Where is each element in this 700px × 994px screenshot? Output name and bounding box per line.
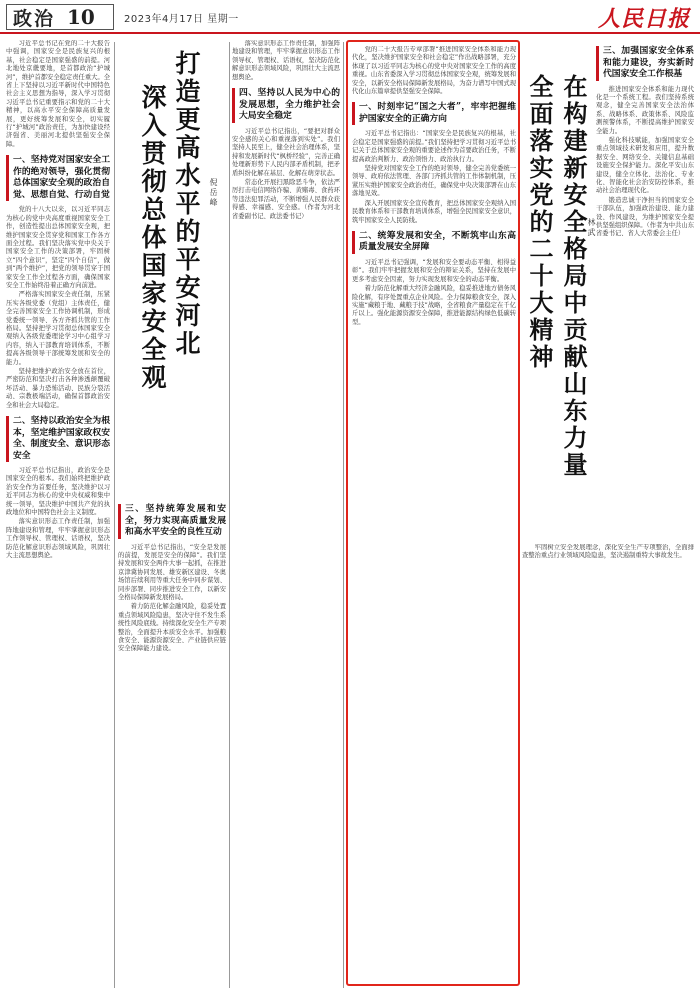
left-section-heading-4: 四、坚持以人民为中心的发展思想，全力维护社会大局安全稳定 <box>232 88 340 123</box>
left-paragraph: 习近平总书记指出，“安全是发展的前提，发展是安全的保障”。我们坚持发展和安全两件大事一起抓，在推进京津冀协同发展、雄安新区建设、冬奥场馆后续利用等重大任务中同步谋划、同步部署、同步推进安全工作，以新安全格局保障新发展格局。 <box>118 543 226 601</box>
left-paragraph: 党的十八大以来，以习近平同志为核心的党中央高度重视国家安全工作，创造性提出总体国家安全观，把维护国家安全贯穿党和国家工作各方面全过程。我们坚决落实党中央关于国家安全工作的决策部署，牢固树立“四个意识”，坚定“四个自信”，做到“两个维护”，把党的领导贯穿于国家安全工作全过程各方面，确保国家安全工作始终沿着正确方向前进。 <box>6 206 110 289</box>
right-section-heading-3: 三、加强国家安全体系和能力建设，夯实新时代国家安全工作根基 <box>596 46 694 81</box>
column-divider <box>343 42 344 988</box>
section-name: 政治 <box>13 7 56 30</box>
left-paragraph: 严格落实国家安全责任制，压紧压实各级党委（党组）主体责任，健全完善国家安全工作协调机制，形成党委统一领导、各方齐抓共管的工作格局。坚持把学习贯彻总体国家安全观纳入各级党委理论学习中心组学习内容，纳入干部教育培训体系，不断提高各级领导干部统筹发展和安全的能力。 <box>6 291 110 366</box>
right-paragraph: 习近平总书记强调，“发展和安全要动态平衡、相得益彰”。我们牢牢把握发展和安全的辩证关系，坚持在发展中更多考虑安全因素，努力实现发展和安全的动态平衡。 <box>352 258 516 283</box>
masthead <box>0 0 700 34</box>
left-paragraph: 坚持把维护政治安全放在首位，严密防范和坚决打击各种渗透颠覆破坏活动、暴力恐怖活动、民族分裂活动、宗教极端活动，确保首都政治安全和社会大局稳定。 <box>6 368 110 409</box>
right-section-heading-2: 二、统筹发展和安全，不断筑牢山东高质量发展安全屏障 <box>352 231 516 254</box>
left-section-heading-2: 二、坚持以政治安全为根本，坚定维护国家政权安全、制度安全、意识形态安全 <box>6 416 110 462</box>
right-article-title-main: 在构建新安全格局中贡献山东力量 <box>559 74 588 479</box>
left-article-title-main: 打造更高水平的平安河北 <box>172 50 201 358</box>
left-article-col-1 <box>6 40 110 990</box>
left-paragraph: 落实意识形态工作责任制，加强阵地建设和管理，牢牢掌握意识形态工作领导权、管理权、话语权，坚决防范化解意识形态领域风险，巩固壮大主流思想舆论。 <box>232 40 340 81</box>
left-paragraph: 着力防范化解金融风险，稳妥处置重点领域风险隐患，坚决守住不发生系统性风险底线。持续深化安全生产专项整治，全面提升本质安全水平。加强粮食安全、能源资源安全、产业链供应链安全保障能力建设。 <box>118 603 226 653</box>
left-section-heading-1: 一、坚持党对国家安全工作的绝对领导，强化贯彻总体国家安全观的政治自觉、思想自觉、行动自觉 <box>6 155 110 201</box>
right-section-heading-1: 一、时刻牢记“国之大者”，牢牢把握维护国家安全的正确方向 <box>352 102 516 125</box>
column-divider <box>114 42 115 988</box>
left-article-author: 倪岳峰 <box>209 178 218 208</box>
left-article-col-3 <box>232 40 340 990</box>
highlight-frame <box>346 40 520 986</box>
left-paragraph: 习近平总书记指出，“要把对群众安全感的关心和重视落到实处”。我们坚持人民至上，健全社会治理体系，坚持和发展新时代“枫桥经验”，完善正确处理新形势下人民内部矛盾机制，把矛盾纠纷化解在基层、化解在萌芽状态。 <box>232 127 340 177</box>
newspaper-logo: 人民日报 <box>597 6 690 32</box>
page-number: 10 <box>67 5 95 29</box>
right-paragraph: 深入开展国家安全宣传教育，把总体国家安全观纳入国民教育体系和干部教育培训体系，增强全民国家安全意识，筑牢国家安全人民防线。 <box>352 199 516 224</box>
right-paragraph: 锻造忠诚干净担当的国家安全干部队伍，加强政治建设、能力建设、作风建设，为维护国家安全提供坚强组织保障。（作者为中共山东省委书记、省人大常委会主任） <box>596 196 694 238</box>
right-paragraph: 推进国家安全体系和能力现代化是一个系统工程。我们坚持系统观念，健全完善国家安全法治体系、战略体系、政策体系、风险监测预警体系，不断提高维护国家安全能力。 <box>596 85 694 135</box>
right-article-title-sub: 全面落实党的二十大精神 <box>525 74 554 371</box>
right-article-author: 林武 <box>587 218 596 238</box>
left-article-col-2 <box>118 498 226 990</box>
right-paragraph: 强化科技赋能，加强国家安全重点领域技术研发和应用，提升数据安全、网络安全、关键信息基础设施安全保护能力。深化平安山东建设，健全立体化、法治化、专业化、智能化社会治安防控体系，推动社会治理现代化。 <box>596 136 694 195</box>
section-label-box <box>6 4 114 30</box>
left-paragraph: 常态化开展扫黑除恶斗争，依法严厉打击电信网络诈骗、黄赌毒、食药环等违法犯罪活动，不断增强人民群众获得感、幸福感、安全感。（作者为河北省委副书记、政法委书记） <box>232 178 340 220</box>
right-paragraph: 牢固树立安全发展理念，深化安全生产专项整治，全面排查整治重点行业领域风险隐患，坚决遏制重特大事故发生。 <box>522 544 694 560</box>
left-article-title-sub: 深入贯彻总体国家安全观 <box>138 84 167 392</box>
left-paragraph: 落实意识形态工作责任制，加强阵地建设和管理，牢牢掌握意识形态工作领导权、管理权、话语权，坚决防范化解意识形态领域风险，巩固壮大主流思想舆论。 <box>6 518 110 560</box>
issue-date: 2023年4月17日 星期一 <box>124 14 239 25</box>
right-article-col-2 <box>522 544 694 990</box>
right-article-col-3 <box>596 40 694 540</box>
left-paragraph: 习近平总书记指出，政治安全是国家安全的根本。我们始终把维护政治安全作为首要任务，坚决维护以习近平同志为核心的党中央权威和集中统一领导，坚决维护中国共产党的执政地位和中国特色社会主义制度。 <box>6 467 110 517</box>
right-paragraph: 坚持党对国家安全工作的绝对领导，健全完善党委统一领导、政府依法管理、各部门齐抓共管的工作体制机制，压紧压实维护国家安全政治责任，确保党中央决策部署在山东落地见效。 <box>352 165 516 198</box>
left-intro: 习近平总书记在党的二十大报告中强调，国家安全是民族复兴的根基，社会稳定是国家强盛的前提。河北地处京畿要地，是首都政治“护城河”，维护首都安全稳定责任重大。全省上下坚持以习近平新时代中国特色社会主义思想为指导，深入学习贯彻习近平总书记重要指示和党的二十大精神，以高水平安全保障高质量发展，更好统筹发展和安全，切实履行“护城河”政治责任，为加快建设经济强省、美丽河北提供坚强安全保障。 <box>6 40 110 148</box>
right-paragraph: 着力防范化解重大经济金融风险，稳妥推进地方债务风险化解，有序处置重点企业风险。全力保障粮食安全，深入实施“藏粮于地、藏粮于技”战略，全省粮食产量稳定在千亿斤以上。强化能源资源安全保障，推进能源结构绿色低碳转型。 <box>352 285 516 326</box>
left-section-heading-3: 三、坚持统筹发展和安全，努力实现高质量发展和高水平安全的良性互动 <box>118 504 226 539</box>
right-intro: 党的二十大报告专章部署“推进国家安全体系和能力现代化，坚决维护国家安全和社会稳定”作出战略部署，充分体现了以习近平同志为核心的党中央对国家安全工作的高度重视。山东省委深入学习贯彻总体国家安全观，统筹发展和安全，以新安全格局保障新发展格局，为奋力谱写中国式现代化山东篇章提供坚强安全保障。 <box>352 46 516 96</box>
column-divider <box>229 42 230 988</box>
right-paragraph: 习近平总书记指出：“国家安全是民族复兴的根基，社会稳定是国家强盛的前提。”我们坚持把学习贯彻习近平总书记关于总体国家安全观的重要论述作为首要政治任务，不断提高政治判断力、政治领悟力、政治执行力。 <box>352 130 516 163</box>
